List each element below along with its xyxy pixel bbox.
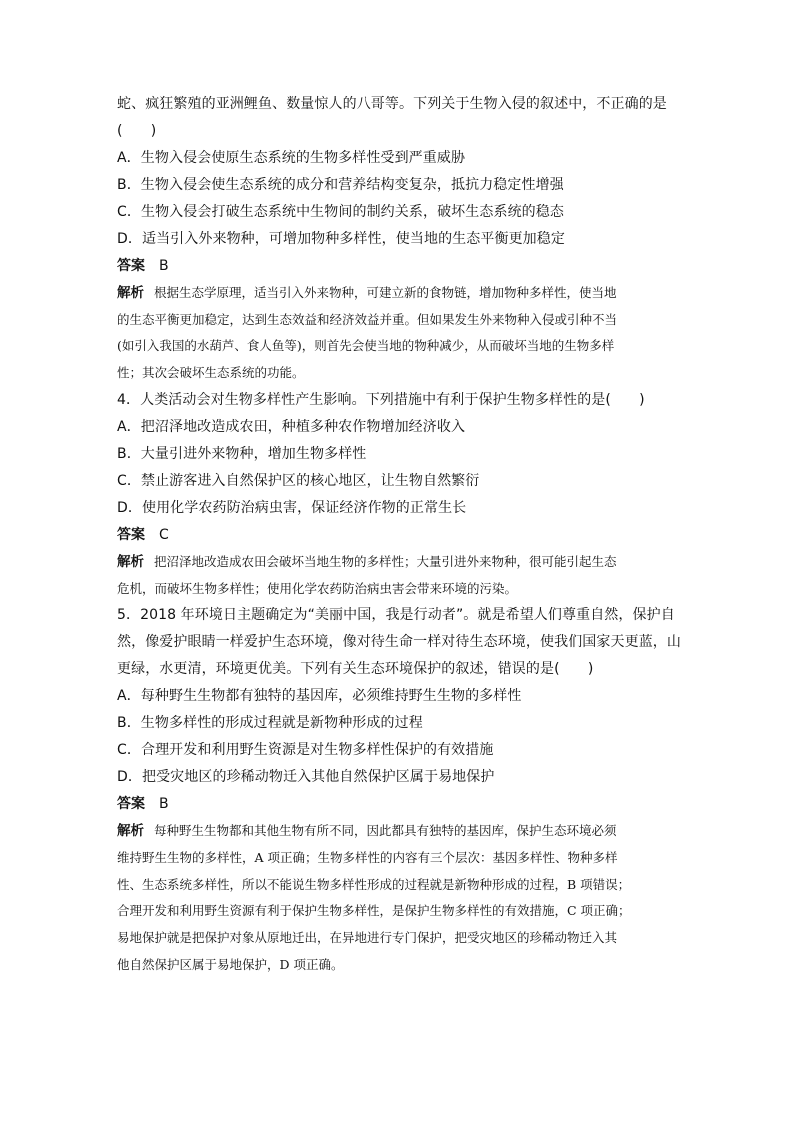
explanation: [117, 549, 683, 602]
explanation-line: 根据生态学原理，适当引入外来物种，可建立新的食物链，增加物种多样性，使当地: [154, 285, 617, 300]
answer-value: C: [159, 526, 169, 543]
option-a: A．把沼泽地改造成农田，种植多种农作物增加经济收入: [117, 418, 466, 435]
explanation-line: 把沼泽地改造成农田会破坏当地生物的多样性；大量引进外来物种，很可能引起生态: [154, 553, 617, 569]
option-d: D．把受灾地区的珍稀动物迁入其他自然保护区属于易地保护: [117, 769, 495, 786]
answer-label: 答案: [117, 796, 145, 813]
explanation-line: 维持野生生物的多样性，A 项正确；生物多样性的内容有三个层次：基因多样性、物种多样: [117, 849, 618, 865]
question-stem-blank: ( ): [117, 123, 157, 139]
question-stem: 蛇、疯狂繁殖的亚洲鲤鱼、数量惊人的八哥等。下列关于生物入侵的叙述中，不正确的是: [117, 96, 667, 112]
explanation-line: 性、生态系统多样性，所以不能说生物多样性形成的过程就是新物种形成的过程，B 项错误；: [117, 876, 631, 892]
option-b: B．生物多样性的形成过程就是新物种形成的过程: [117, 715, 423, 732]
explanation-label: 解析: [117, 285, 144, 301]
explanation-line: 易地保护就是把保护对象从原地迁出，在异地进行专门保护，把受灾地区的珍稀动物迁入其: [117, 930, 618, 946]
question-stem: 5．2018 年环境日主题确定为“美丽中国，我是行动者”。就是希望人们尊重自然，保护自: [117, 607, 675, 624]
explanation-label: 解析: [117, 823, 144, 840]
question-4: [117, 387, 683, 602]
option-b: B．大量引进外来物种，增加生物多样性: [117, 445, 367, 462]
answer-row: [117, 522, 683, 549]
answer-label: 答案: [117, 258, 145, 274]
option-c: C．合理开发和利用野生资源是对生物多样性保护的有效措施: [117, 742, 494, 759]
answer-value: B: [159, 258, 169, 274]
answer-label: 答案: [117, 526, 145, 543]
explanation-line: 他自然保护区属于易地保护，D 项正确。: [117, 956, 344, 972]
explanation: [117, 818, 683, 978]
document-page: [117, 91, 683, 978]
question-3: [117, 91, 683, 387]
explanation-line: 的生态平衡更加稳定，达到生态效益和经济效益并重。但如果发生外来物种入侵或引种不当: [117, 311, 618, 327]
explanation: [117, 280, 683, 387]
answer-row: [117, 791, 683, 818]
explanation-label: 解析: [117, 553, 144, 570]
explanation-line: 合理开发和利用野生资源有利于保护生物多样性，是保护生物多样性的有效措施，C 项正确；: [117, 903, 631, 919]
explanation-line: 每种野生生物都和其他生物有所不同，因此都具有独特的基因库，保护生态环境必须: [154, 823, 617, 839]
answer-value: B: [159, 796, 169, 813]
option-a: A．每种野生生物都有独特的基因库，必须维持野生生物的多样性: [117, 688, 522, 705]
question-stem: 更绿，水更清，环境更优美。下列有关生态环境保护的叙述，错误的是( ): [117, 661, 594, 678]
question-5: [117, 602, 683, 978]
option-d: D．使用化学农药防治病虫害，保证经济作物的正常生长: [117, 499, 467, 516]
question-stem: 4．人类活动会对生物多样性产生影响。下列措施中有利于保护生物多样性的是( ): [117, 391, 645, 408]
explanation-line: 危机，而破坏生物多样性；使用化学农药防治病虫害会带来环境的污染。: [117, 580, 518, 596]
option-d: D．适当引入外来物种，可增加物种多样性，使当地的生态平衡更加稳定: [117, 231, 565, 247]
option-b: B．生物入侵会使生态系统的成分和营养结构变复杂，抵抗力稳定性增强: [117, 177, 564, 193]
explanation-line: (如引入我国的水葫芦、食人鱼等)，则首先会使当地的物种减少，从而破坏当地的生物多样: [117, 338, 615, 354]
question-stem: 然，像爱护眼睛一样爱护生态环境，像对待生命一样对待生态环境，使我们国家天更蓝，山: [117, 634, 681, 651]
option-a: A．生物入侵会使原生态系统的生物多样性受到严重威胁: [117, 150, 466, 166]
option-c: C．生物入侵会打破生态系统中生物间的制约关系，破坏生态系统的稳态: [117, 204, 564, 220]
answer-row: [117, 253, 683, 280]
option-c: C．禁止游客进入自然保护区的核心地区，让生物自然繁衍: [117, 472, 480, 489]
explanation-line: 性；其次会破坏生态系统的功能。: [117, 365, 305, 381]
